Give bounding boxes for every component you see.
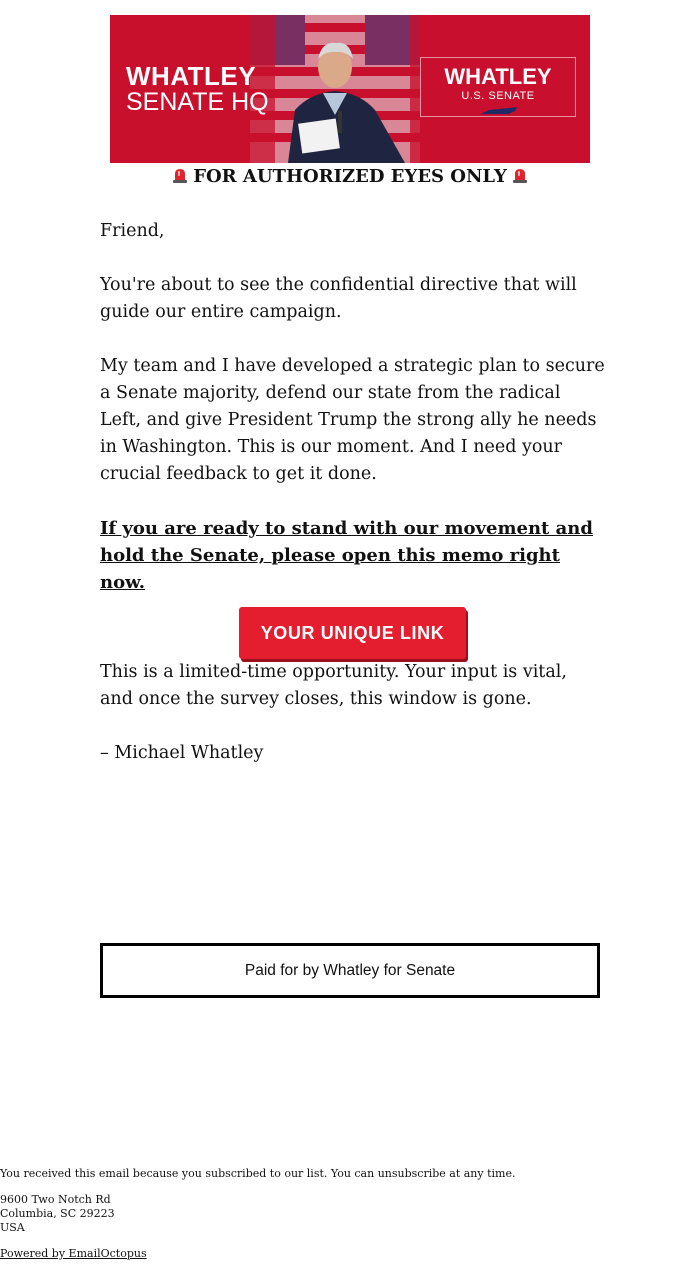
paid-for-disclaimer: Paid for by Whatley for Senate	[100, 943, 600, 998]
address-line-1: 9600 Two Notch Rd	[0, 1193, 111, 1206]
banner-right-title: WHATLEY	[444, 64, 552, 89]
header-banner	[110, 15, 590, 163]
siren-icon	[171, 166, 189, 184]
greeting: Friend,	[100, 221, 165, 241]
email-footer	[0, 1167, 700, 1261]
banner-right-subtitle: U.S. SENATE	[461, 90, 535, 102]
north-carolina-map-icon	[479, 106, 519, 116]
subscription-notice: You received this email because you subscribed to our list. You can unsubscribe at any time.	[0, 1167, 516, 1180]
banner-right-logo	[420, 57, 576, 117]
siren-icon	[511, 166, 529, 184]
email-body	[100, 218, 605, 794]
paragraph-urgency: This is a limited-time opportunity. Your input is vital, and once the survey closes, this window is gone.	[100, 662, 567, 709]
address-line-3: USA	[0, 1221, 25, 1234]
paragraph-intro: You're about to see the confidential directive that will guide our entire campaign.	[100, 275, 577, 322]
paragraph-plan: My team and I have developed a strategic plan to secure a Senate majority, defend our state from the radical Left, and give President Trump the strong ally he needs in Washington. This is our moment. And I need your crucial feedback to get it done.	[100, 356, 605, 484]
banner-left-logo	[126, 63, 269, 115]
unique-link-button[interactable]: YOUR UNIQUE LINK	[239, 607, 467, 659]
alert-heading	[0, 165, 700, 189]
alert-text: FOR AUTHORIZED EYES ONLY	[193, 166, 507, 187]
cta-link-text[interactable]: If you are ready to stand with our movement and hold the Senate, please open this memo right now.	[100, 518, 593, 593]
banner-left-title: WHATLEY	[126, 61, 257, 91]
banner-left-subtitle: SENATE HQ	[126, 88, 269, 116]
cta-button-wrapper	[100, 607, 605, 657]
signature: – Michael Whatley	[100, 743, 264, 763]
powered-by-link[interactable]: Powered by EmailOctopus	[0, 1247, 147, 1260]
address-line-2: Columbia, SC 29223	[0, 1207, 115, 1220]
